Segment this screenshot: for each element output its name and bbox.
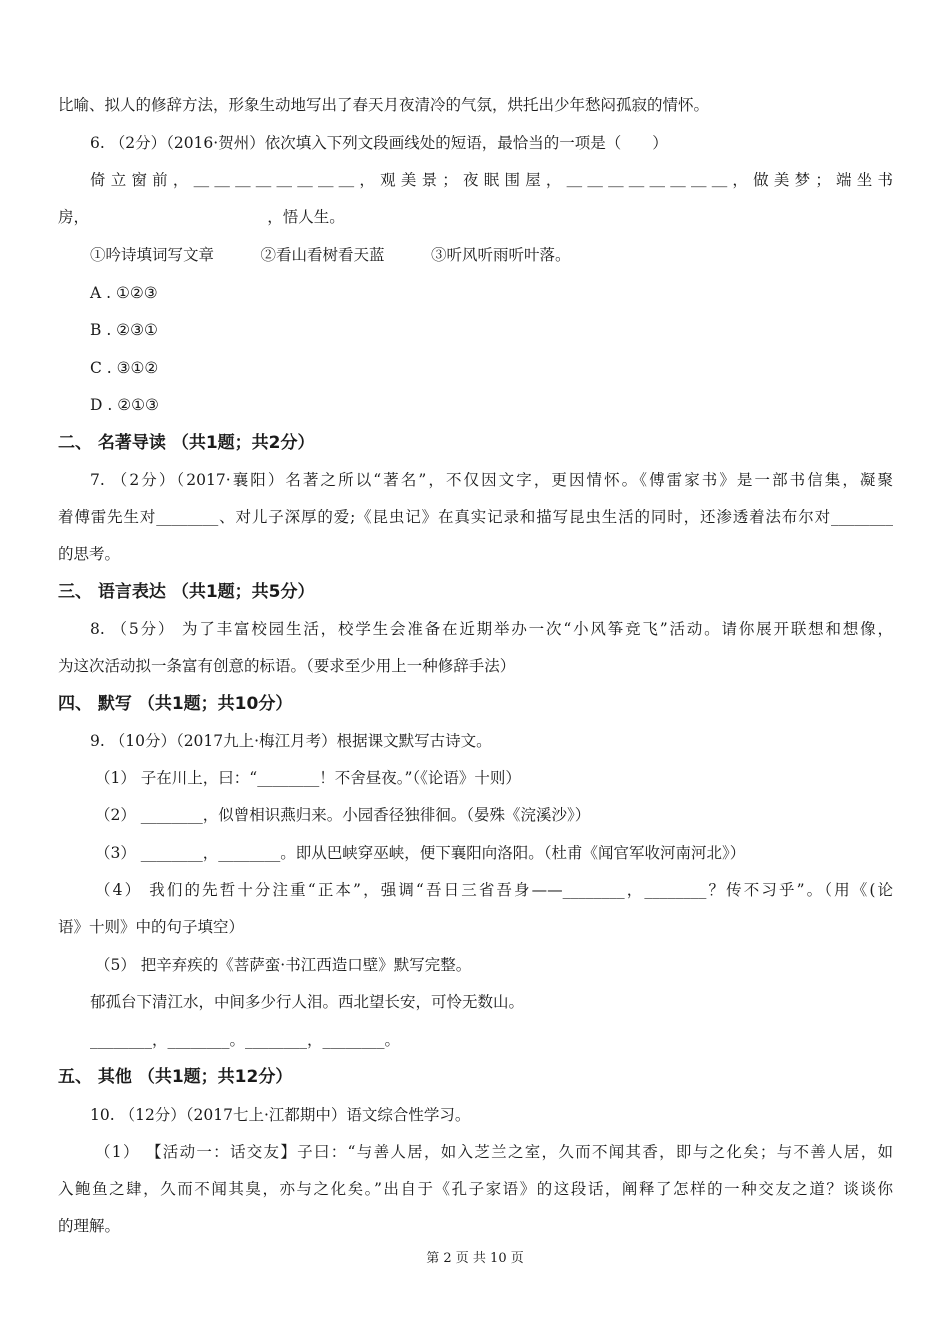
poem-blanks: ________，________。________，________。 <box>90 1031 401 1049</box>
question-10-item: 入鲍鱼之肆，久而不闻其臭，亦与之化矣。”出自于《孔子家语》的这段话，阐释了怎样的一种交友之道？谈谈你 <box>58 1180 893 1198</box>
question-10-item: 的理解。 <box>58 1217 121 1235</box>
text-line: 比喻、拟人的修辞方法，形象生动地写出了春天月夜清冷的气氛，烘托出少年愁闷孤寂的情怀。 <box>58 96 710 114</box>
question-6-stem: 6. （2分）（2016·贺州）依次填入下列文段画线处的短语，最恰当的一项是（ ） <box>90 134 668 152</box>
option-d: D . ②①③ <box>90 396 159 414</box>
question-9-stem: 9. （10分）（2017九上·梅江月考）根据课文默写古诗文。 <box>90 732 492 750</box>
section-heading: 二、 名著导读 （共1题；共2分） <box>58 433 315 453</box>
section-heading: 三、 语言表达 （共1题；共5分） <box>58 582 315 602</box>
question-6-phrases: ①吟诗填词写文章 ②看山看树看天蓝 ③听风听雨听叶落。 <box>90 246 571 264</box>
option-a: A . ①②③ <box>90 284 158 302</box>
question-6-passage: 倚立窗前，＿＿＿＿＿＿＿＿，观美景；夜眠围屋，＿＿＿＿＿＿＿＿，做美梦；端坐书 <box>90 171 893 189</box>
question-9-item: （2） ________，似曾相识燕归来。小园香径独徘徊。（晏殊《浣溪沙》） <box>95 806 591 824</box>
option-b: B . ②③① <box>90 321 158 339</box>
question-7-stem: 7. （2分）（2017·襄阳）名著之所以“著名”，不仅因文字，更因情怀。《傅雷家书》是一部书信集，凝聚 <box>90 471 893 489</box>
question-7-stem: 的思考。 <box>58 545 121 563</box>
option-c: C . ③①② <box>90 359 159 377</box>
section-heading: 四、 默写 （共1题；共10分） <box>58 694 293 714</box>
question-9-item: （3） ________，________。即从巴峡穿巫峡，便下襄阳向洛阳。（杜甫《闻官军收河南河北》） <box>95 844 746 862</box>
question-9-item: （1） 子在川上，曰：“________！不舍昼夜。”（《论语》十则） <box>95 769 521 787</box>
question-7-stem: 着傅雷先生对________、对儿子深厚的爱;《昆虫记》在真实记录和描写昆虫生活的同时，还渗透着法布尔对________ <box>58 508 893 526</box>
question-8-stem: 为这次活动拟一条富有创意的标语。（要求至少用上一种修辞手法） <box>58 657 516 675</box>
question-10-stem: 10. （12分）（2017七上·江都期中）语文综合性学习。 <box>90 1106 471 1124</box>
question-6-passage: 房， ，悟人生。 <box>58 208 345 226</box>
poem-text: 郁孤台下清江水，中间多少行人泪。西北望长安，可怜无数山。 <box>90 993 525 1011</box>
question-9-item: 语》十则》中的句子填空） <box>58 918 245 936</box>
page-footer: 第 2 页 共 10 页 <box>426 1251 524 1266</box>
section-heading: 五、 其他 （共1题；共12分） <box>58 1067 293 1087</box>
question-9-item: （4） 我们的先哲十分注重“正本”，强调“吾日三省吾身——________，________？传不习乎”。（用《(论 <box>95 881 893 899</box>
question-8-stem: 8. （5分） 为了丰富校园生活，校学生会准备在近期举办一次“小风筝竞飞”活动。请你展开联想和想像， <box>90 620 893 638</box>
question-10-item: （1） 【活动一：话交友】子曰：“与善人居，如入芝兰之室，久而不闻其香，即与之化矣；与不善人居，如 <box>95 1143 893 1161</box>
question-9-item: （5） 把辛弃疾的《菩萨蛮·书江西造口壁》默写完整。 <box>95 956 472 974</box>
